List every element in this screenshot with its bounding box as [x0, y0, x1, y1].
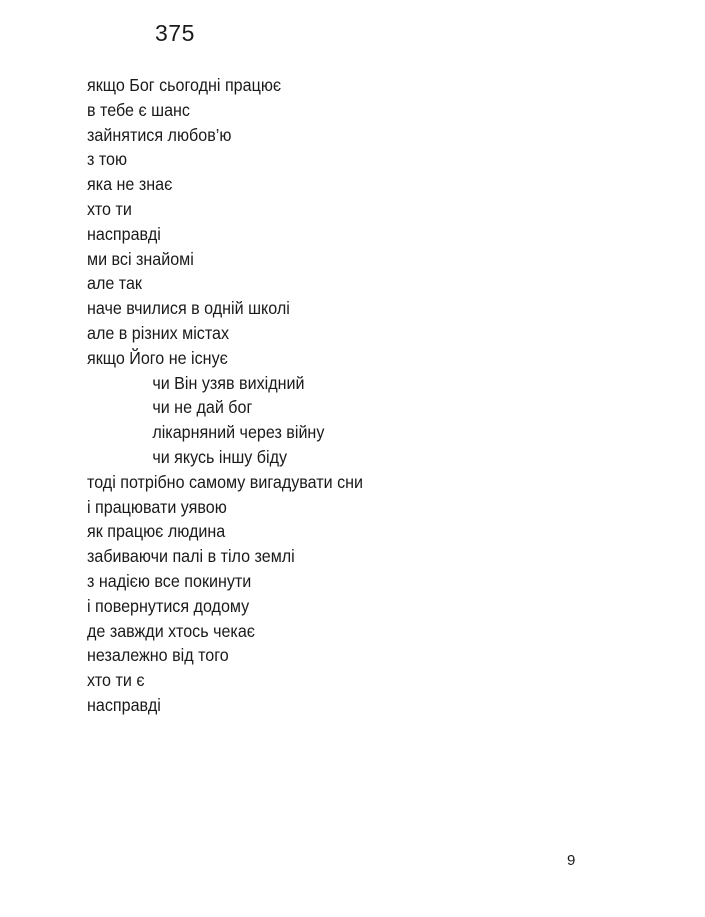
poem-line: якщо Його не існує [87, 347, 228, 368]
poem-line: де завжди хтось чекає [87, 620, 256, 641]
poem-line: хто ти є [87, 670, 145, 691]
poem-line: незалежно від того [87, 645, 229, 666]
poem-body [87, 73, 387, 718]
poem-line: з надією все покинути [87, 570, 252, 591]
poem-line: лікарняний через війну [152, 422, 325, 443]
page-number: 9 [567, 852, 576, 869]
poem-line: але в різних містах [87, 322, 230, 343]
poem-line: зайнятися любов’ю [87, 124, 232, 145]
poem-line: хто ти [87, 198, 132, 219]
poem-line: чи якусь іншу біду [152, 446, 288, 467]
poem-line: і працювати уявою [87, 496, 227, 517]
poem-line: з тою [87, 149, 128, 170]
poem-line: яка не знає [87, 174, 173, 195]
poem-line: чи не дай бог [152, 397, 253, 418]
poem-line: якщо Бог сьогодні працює [87, 75, 282, 95]
poem-line: як працює людина [87, 521, 226, 542]
poem-line: насправді [87, 223, 161, 244]
poem-line: забиваючи палі в тіло землі [87, 546, 295, 567]
poem-line: насправді [87, 694, 161, 715]
poem-number: 375 [155, 20, 195, 46]
poem-line: але так [87, 273, 142, 294]
poem-line: ми всі знайомі [87, 248, 194, 269]
poem-line: наче вчилися в одній школі [87, 298, 290, 319]
poem-line: в тебе є шанс [87, 99, 190, 120]
poem-line: чи Він узяв вихідний [152, 372, 305, 393]
poem-line: тоді потрібно самому вигадувати сни [87, 471, 364, 492]
poem-line: і повернутися додому [87, 595, 250, 616]
